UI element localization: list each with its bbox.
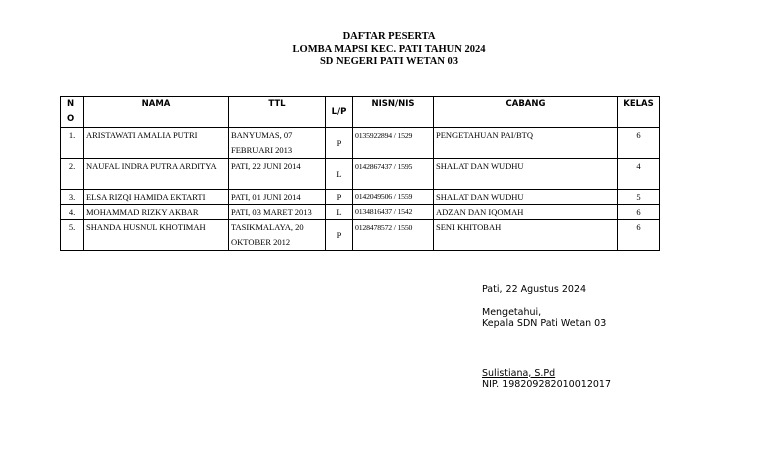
cell-kelas: 5 <box>618 190 660 205</box>
cell-nama: ELSA RIZQI HAMIDA EKTARTI <box>84 190 229 205</box>
place-date: Pati, 22 Agustus 2024 <box>482 284 587 295</box>
col-header-no: N O <box>61 97 84 128</box>
title-line-2: LOMBA MAPSI KEC. PATI TAHUN 2024 <box>292 43 486 55</box>
cell-kelas: 6 <box>618 128 660 159</box>
cell-cabang: SENI KHITOBAH <box>434 220 618 251</box>
cell-lp: P <box>326 220 353 251</box>
col-header-cabang: CABANG <box>434 97 618 128</box>
cell-nama: SHANDA HUSNUL KHOTIMAH <box>84 220 229 251</box>
signature-block <box>482 284 611 391</box>
title-line-3: SD NEGERI PATI WETAN 03 <box>319 56 459 67</box>
cell-nisn: 0142049506 / 1559 <box>353 190 434 205</box>
table-header-row <box>61 97 660 128</box>
cell-no: 1. <box>61 128 84 159</box>
cell-kelas: 4 <box>618 159 660 190</box>
table-row <box>61 128 660 159</box>
cell-nama: ARISTAWATI AMALIA PUTRI <box>84 128 229 159</box>
col-header-nama: NAMA <box>84 97 229 128</box>
cell-lp: P <box>326 128 353 159</box>
col-header-nisn: NISN/NIS <box>353 97 434 128</box>
cell-cabang: PENGETAHUAN PAI/BTQ <box>434 128 618 159</box>
signer-nip: NIP. 198209282010012017 <box>482 379 611 390</box>
cell-lp: L <box>326 205 353 220</box>
cell-cabang: ADZAN DAN IQOMAH <box>434 205 618 220</box>
title-line-1: DAFTAR PESERTA <box>342 31 436 42</box>
cell-nisn: 0142867437 / 1595 <box>353 159 434 190</box>
cell-kelas: 6 <box>618 205 660 220</box>
document-title <box>0 31 768 69</box>
col-header-lp: L/P <box>326 97 353 128</box>
col-header-ttl: TTL <box>229 97 326 128</box>
cell-ttl: BANYUMAS, 07 FEBRUARI 2013 <box>229 128 326 159</box>
cell-lp: L <box>326 159 353 190</box>
participant-table <box>60 96 660 251</box>
table-row <box>61 190 660 205</box>
signer-name: Sulistiana, S.Pd <box>482 367 556 379</box>
col-header-kelas: KELAS <box>618 97 660 128</box>
cell-no: 3. <box>61 190 84 205</box>
signer-position: Kepala SDN Pati Wetan 03 <box>482 318 607 329</box>
cell-no: 2. <box>61 159 84 190</box>
cell-ttl: PATI, 01 JUNI 2014 <box>229 190 326 205</box>
cell-ttl: PATI, 03 MARET 2013 <box>229 205 326 220</box>
cell-nama: MOHAMMAD RIZKY AKBAR <box>84 205 229 220</box>
cell-cabang: SHALAT DAN WUDHU <box>434 190 618 205</box>
cell-nisn: 0135922894 / 1529 <box>353 128 434 159</box>
table-row <box>61 220 660 251</box>
acknowledged-label: Mengetahui, <box>482 306 542 318</box>
cell-no: 4. <box>61 205 84 220</box>
cell-cabang: SHALAT DAN WUDHU <box>434 159 618 190</box>
table-row <box>61 205 660 220</box>
table-row <box>61 159 660 190</box>
cell-ttl: PATI, 22 JUNI 2014 <box>229 159 326 190</box>
cell-lp: P <box>326 190 353 205</box>
cell-ttl: TASIKMALAYA, 20 OKTOBER 2012 <box>229 220 326 251</box>
cell-no: 5. <box>61 220 84 251</box>
cell-kelas: 6 <box>618 220 660 251</box>
cell-nisn: 0128478572 / 1550 <box>353 220 434 251</box>
cell-nama: NAUFAL INDRA PUTRA ARDITYA <box>84 159 229 190</box>
cell-nisn: 0134816437 / 1542 <box>353 205 434 220</box>
